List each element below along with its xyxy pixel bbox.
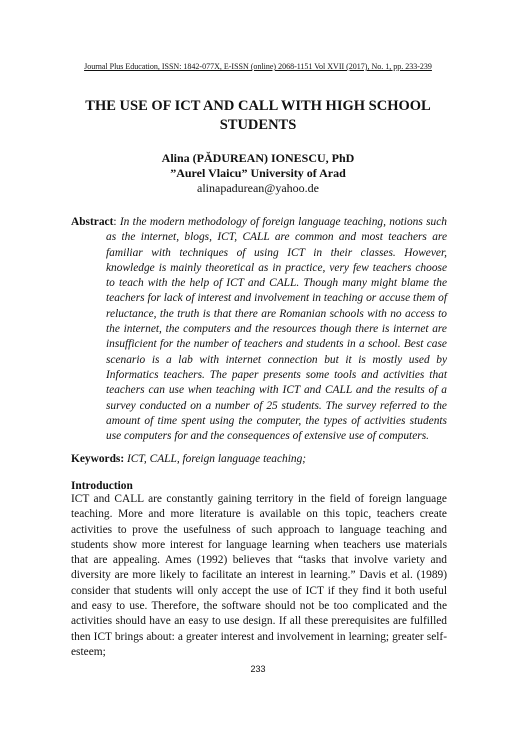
journal-header: Journal Plus Education, ISSN: 1842-077X, E-ISSN (online) 2068-1151 Vol XVII (2017), No. 1, pp. 233-239 bbox=[84, 62, 432, 71]
paper-title: THE USE OF ICT AND CALL WITH HIGH SCHOOL STUDENTS bbox=[85, 98, 431, 133]
abstract-text: In the modern methodology of foreign language teaching, notions such as the internet, blogs, ICT, CALL are common and most teachers are familiar with techniques of using ICT in their classes. However, knowledge is mainly theoretical as in practice, very few teachers choose to teach with the help of ICT and CALL. Though many might blame the teachers for lack of interest and involvement in teaching or accuse them of reluctance, the truth is that there are Romanian schools with no access to the internet, the computers and the resources though there is internet are insufficient for the number of teachers and students in a school. Best case scenario is a lab with internet connection but it is mostly used by Informatics teachers. The paper presents some tools and activities that teachers can use when teaching with ICT and CALL and the results of a survey conducted on a number of 25 students. The survey referred to the amount of time spent using the computer, the types of activities students use computers for and the consequences of extensive use of computers. bbox=[106, 216, 447, 443]
introduction-heading: Introduction bbox=[71, 480, 133, 492]
keywords-label: Keywords: bbox=[71, 453, 125, 465]
keywords-block bbox=[71, 452, 447, 467]
abstract-block: Abstract: In the modern methodology of foreign language teaching, notions such as the internet, blogs, ICT, CALL are common and most teachers are familiar with techniques of using ICT in their classes. However, knowledge is mainly theoretical as in practice, very few teachers choose to teach with the help of ICT and CALL. Though many might blame the teachers for lack of interest and involvement in teaching or accuse them of reluctance, the truth is that there are Romanian schools with no access to the internet, the computers and the resources though there is internet are insufficient for the number of teachers and students in a school. Best case scenario is a lab with internet connection but it is mostly used by Informatics teachers. The paper presents some tools and activities that teachers can use when teaching with ICT and CALL and the results of a survey conducted on a number of 25 students. The survey referred to the amount of time spent using the computer, the types of activities students use computers for and the consequences of extensive use of computers. bbox=[71, 216, 447, 443]
introduction-body: ICT and CALL are constantly gaining territory in the field of foreign language teaching. More and more literature is available on this topic, teachers create activities to prove the usefulness of such approach to language teaching and students show more interest for language learning when teachers use materials that are appealing. Ames (1992) believes that “tasks that involve variety and diversity are more likely to facilitate an interest in learning.” Davis et al. (1989) consider that students will only accept the use of ICT if they find it both useful and easy to use. Therefore, the software should not be too complicated and the activities should have an easy to use design. If all these prerequisites are fulfilled then ICT brings about: a greater interest and involvement in learning; greater self-esteem; bbox=[71, 493, 447, 658]
author-affiliation: ”Aurel Vlaicu” University of Arad bbox=[170, 166, 346, 180]
page-number: 233 bbox=[250, 664, 266, 674]
author-email: alinapadurean@yahoo.de bbox=[197, 181, 319, 195]
author-name: Alina (PĂDUREAN) IONESCU, PhD bbox=[161, 151, 355, 165]
keywords-text: ICT, CALL, foreign language teaching; bbox=[127, 453, 307, 465]
abstract-label: Abstract bbox=[71, 216, 114, 228]
